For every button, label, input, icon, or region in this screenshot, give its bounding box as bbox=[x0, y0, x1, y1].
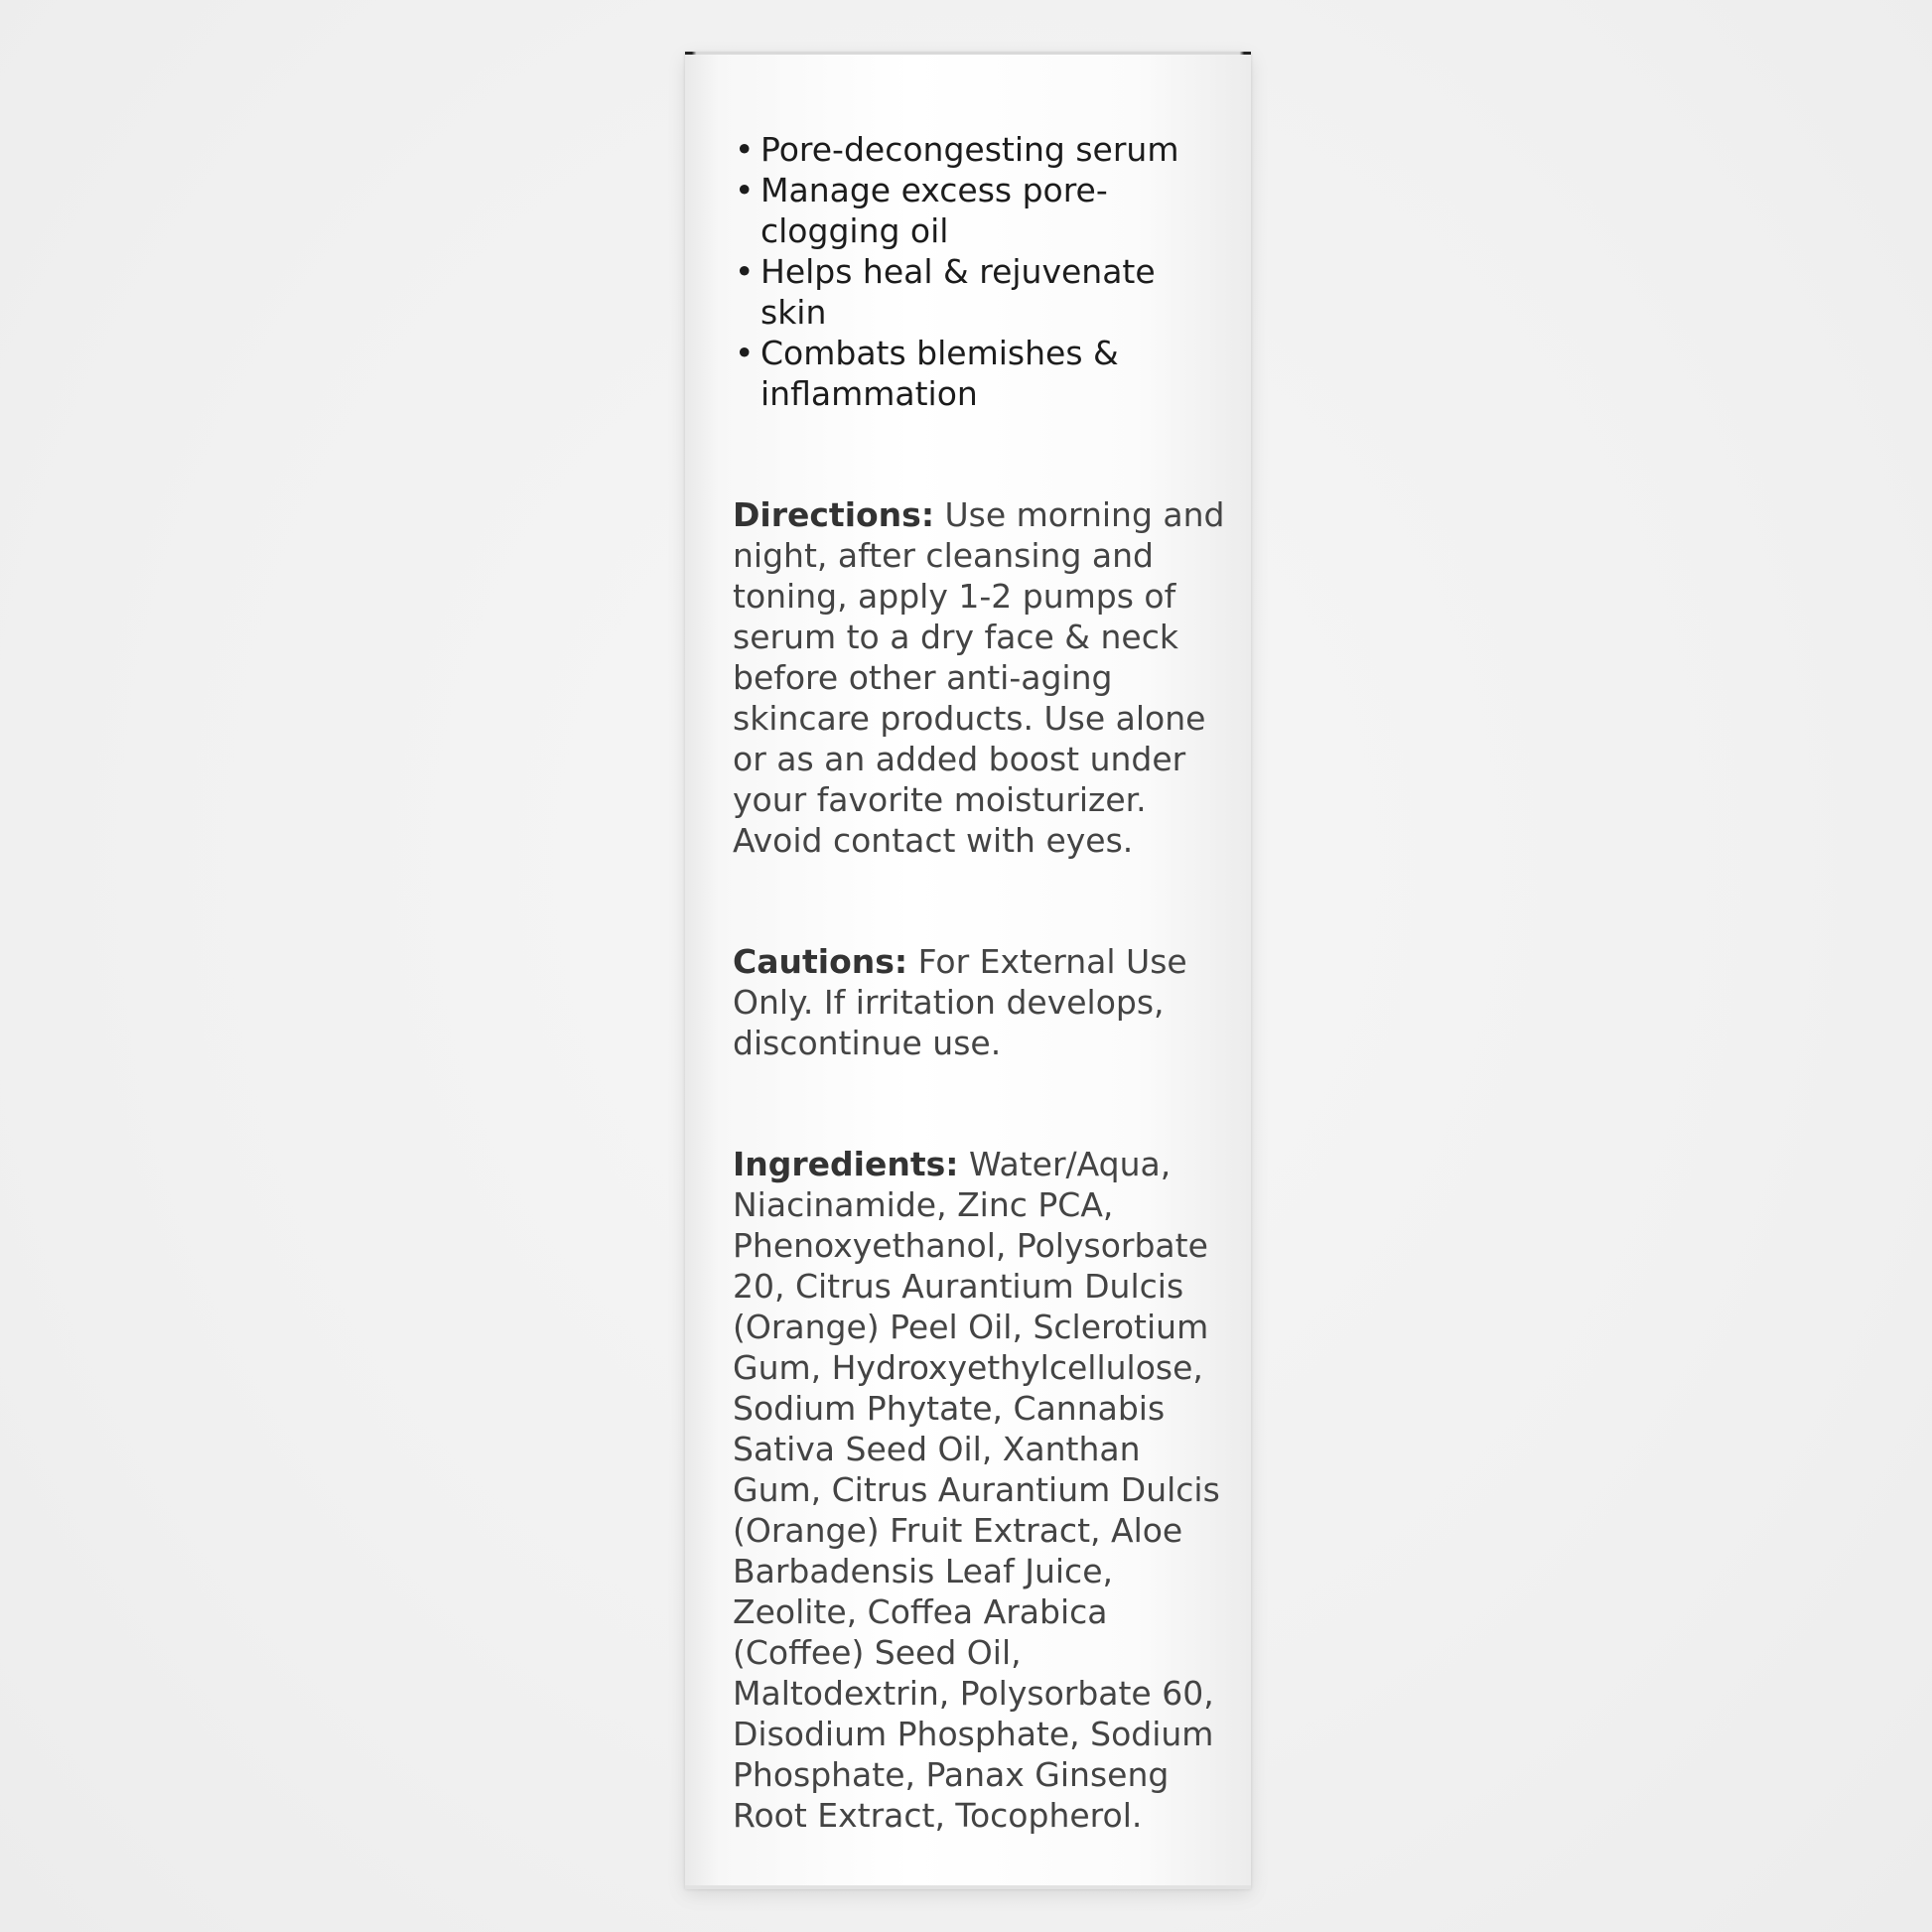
ingredients-section bbox=[733, 1144, 1229, 1836]
cautions-label: Cautions: bbox=[733, 942, 908, 981]
cautions-text: For External Use Only. If irritation develops, discontinue use. bbox=[733, 942, 1187, 1062]
feature-item bbox=[733, 129, 1229, 170]
feature-text: Pore-decongesting serum bbox=[760, 130, 1179, 169]
bullet-icon: • bbox=[735, 334, 755, 372]
directions-section bbox=[733, 494, 1229, 861]
box-bottom-edge bbox=[685, 1885, 1251, 1889]
bullet-icon: • bbox=[735, 252, 755, 291]
feature-text: Helps heal & rejuvenate skin bbox=[760, 252, 1156, 332]
feature-text: Manage excess pore-clogging oil bbox=[760, 171, 1108, 250]
feature-item bbox=[733, 170, 1229, 251]
box-top-edge bbox=[685, 52, 1251, 55]
feature-text: Combats blemishes & inflammation bbox=[760, 334, 1119, 413]
bullet-icon: • bbox=[735, 171, 755, 209]
bullet-icon: • bbox=[735, 130, 755, 169]
ingredients-label: Ingredients: bbox=[733, 1145, 959, 1183]
directions-text: Use morning and night, after cleansing and toning, apply 1-2 pumps of serum to a dry face & neck before other anti-aging skincare products. Use alone or as an added boost under your favorite moisturizer. Avoid contact with eyes. bbox=[733, 495, 1225, 860]
directions-label: Directions: bbox=[733, 495, 935, 534]
box-label-text bbox=[733, 129, 1229, 1836]
feature-item bbox=[733, 333, 1229, 414]
feature-item bbox=[733, 251, 1229, 333]
ingredients-text: Water/Aqua, Niacinamide, Zinc PCA, Phenoxyethanol, Polysorbate 20, Citrus Aurantium Dulcis (Orange) Peel Oil, Sclerotium Gum, Hydroxyethylcellulose, Sodium Phytate, Cannabis Sativa Seed Oil, Xanthan Gum, Citrus Aurantium Dulcis (Orange) Fruit Extract, Aloe Barbadensis Leaf Juice, Zeolite, Coffea Arabica (Coffee) Seed Oil, Maltodextrin, Polysorbate 60, Disodium Phosphate, Sodium Phosphate, Panax Ginseng Root Extract, Tocopherol. bbox=[733, 1145, 1220, 1835]
cautions-section bbox=[733, 941, 1229, 1063]
feature-list bbox=[733, 129, 1229, 414]
